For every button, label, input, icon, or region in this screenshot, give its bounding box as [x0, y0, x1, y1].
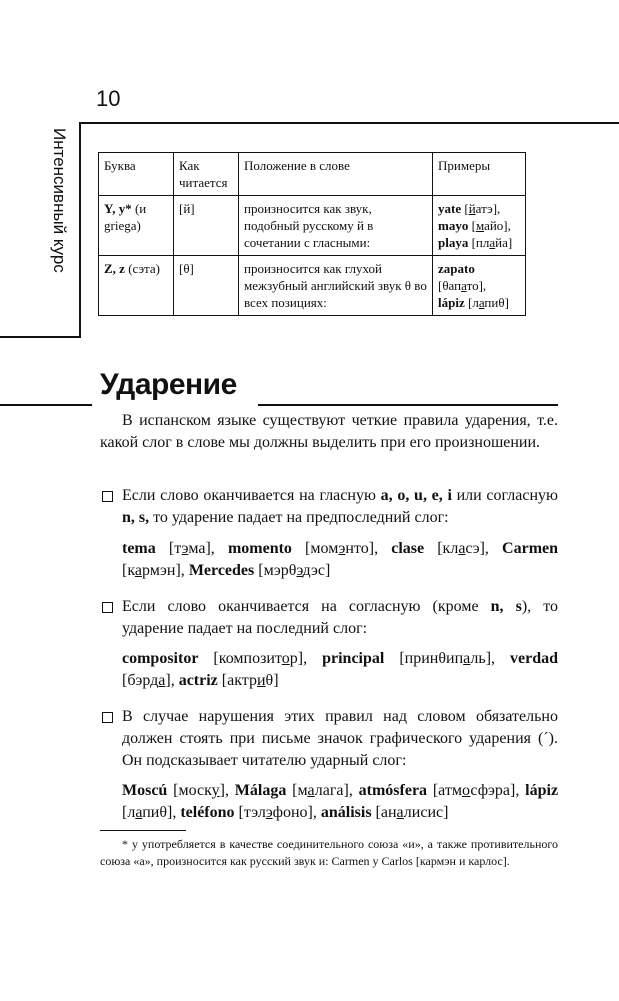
rule-examples: compositor [композитор], principal [принθипаль], verdad [бэрда], actriz [актриθ] — [122, 650, 559, 689]
examples-cell: yate [йатэ], mayo [майо], playa [плайа] — [433, 196, 526, 256]
footnote-rule — [100, 830, 186, 831]
table-header: Буква — [99, 153, 174, 196]
rule-item: Если слово оканчивается на гласную a, o, u, e, i или согласную n, s, то ударение падает на предпоследний слог: — [100, 485, 558, 529]
reading-cell: [й] — [174, 196, 239, 256]
rule-examples: tema [тэма], momento [момэнто], clase [класэ], Carmen [кармэн], Mercedes [мэрθэдэс] — [122, 540, 559, 579]
table-row — [99, 256, 526, 316]
header-rule — [80, 122, 619, 124]
letter-cell: Y, y* (и griega) — [99, 196, 174, 256]
table-header-row — [99, 153, 526, 196]
heading-rule-left — [0, 404, 92, 406]
alphabet-table — [98, 152, 526, 316]
section-title: Ударение — [100, 368, 237, 401]
rule-item: В случае нарушения этих правил над словом обязательно должен стоять при письме значок графического ударения (´). Он подсказывает читателю ударный слог: — [100, 706, 558, 772]
rule-examples: Moscú [моску], Málaga [малага], atmósfera [атмосфэра], lápiz [лапиθ], teléfono [тэлэфоно], análisis [аналисис] — [122, 782, 559, 821]
table-header: Примеры — [433, 153, 526, 196]
table-header: Положение в слове — [239, 153, 433, 196]
checkbox-square-icon — [102, 712, 113, 723]
heading-rule-right — [258, 404, 558, 406]
reading-cell: [θ] — [174, 256, 239, 316]
position-cell: произносится как глухой межзубный английский звук θ во всех позициях: — [239, 256, 433, 316]
position-cell: произносится как звук, подобный русскому й в сочетании с гласными: — [239, 196, 433, 256]
examples-cell: zapato [θапато], lápiz [лапиθ] — [433, 256, 526, 316]
page-number: 10 — [96, 86, 121, 111]
table-row — [99, 196, 526, 256]
footnote: * у употребляется в качестве соединительного союза «и», а также противительного союза «а», произносится как русский звук и: Carmen y Carlos [кармэн и карлос]. — [100, 837, 558, 868]
table-header: Как читается — [174, 153, 239, 196]
letter-cell: Z, z (сэта) — [99, 256, 174, 316]
rule-item: Если слово оканчивается на согласную (кроме n, s), то ударение падает на последний слог: — [100, 596, 558, 640]
side-rule — [79, 122, 81, 338]
running-head: Интенсивный курс — [50, 128, 69, 273]
intro-paragraph: В испанском языке существуют четкие правила ударения, т.е. какой слог в слове мы должны выделить при его произношении. — [100, 412, 558, 451]
checkbox-square-icon — [102, 602, 113, 613]
checkbox-square-icon — [102, 491, 113, 502]
